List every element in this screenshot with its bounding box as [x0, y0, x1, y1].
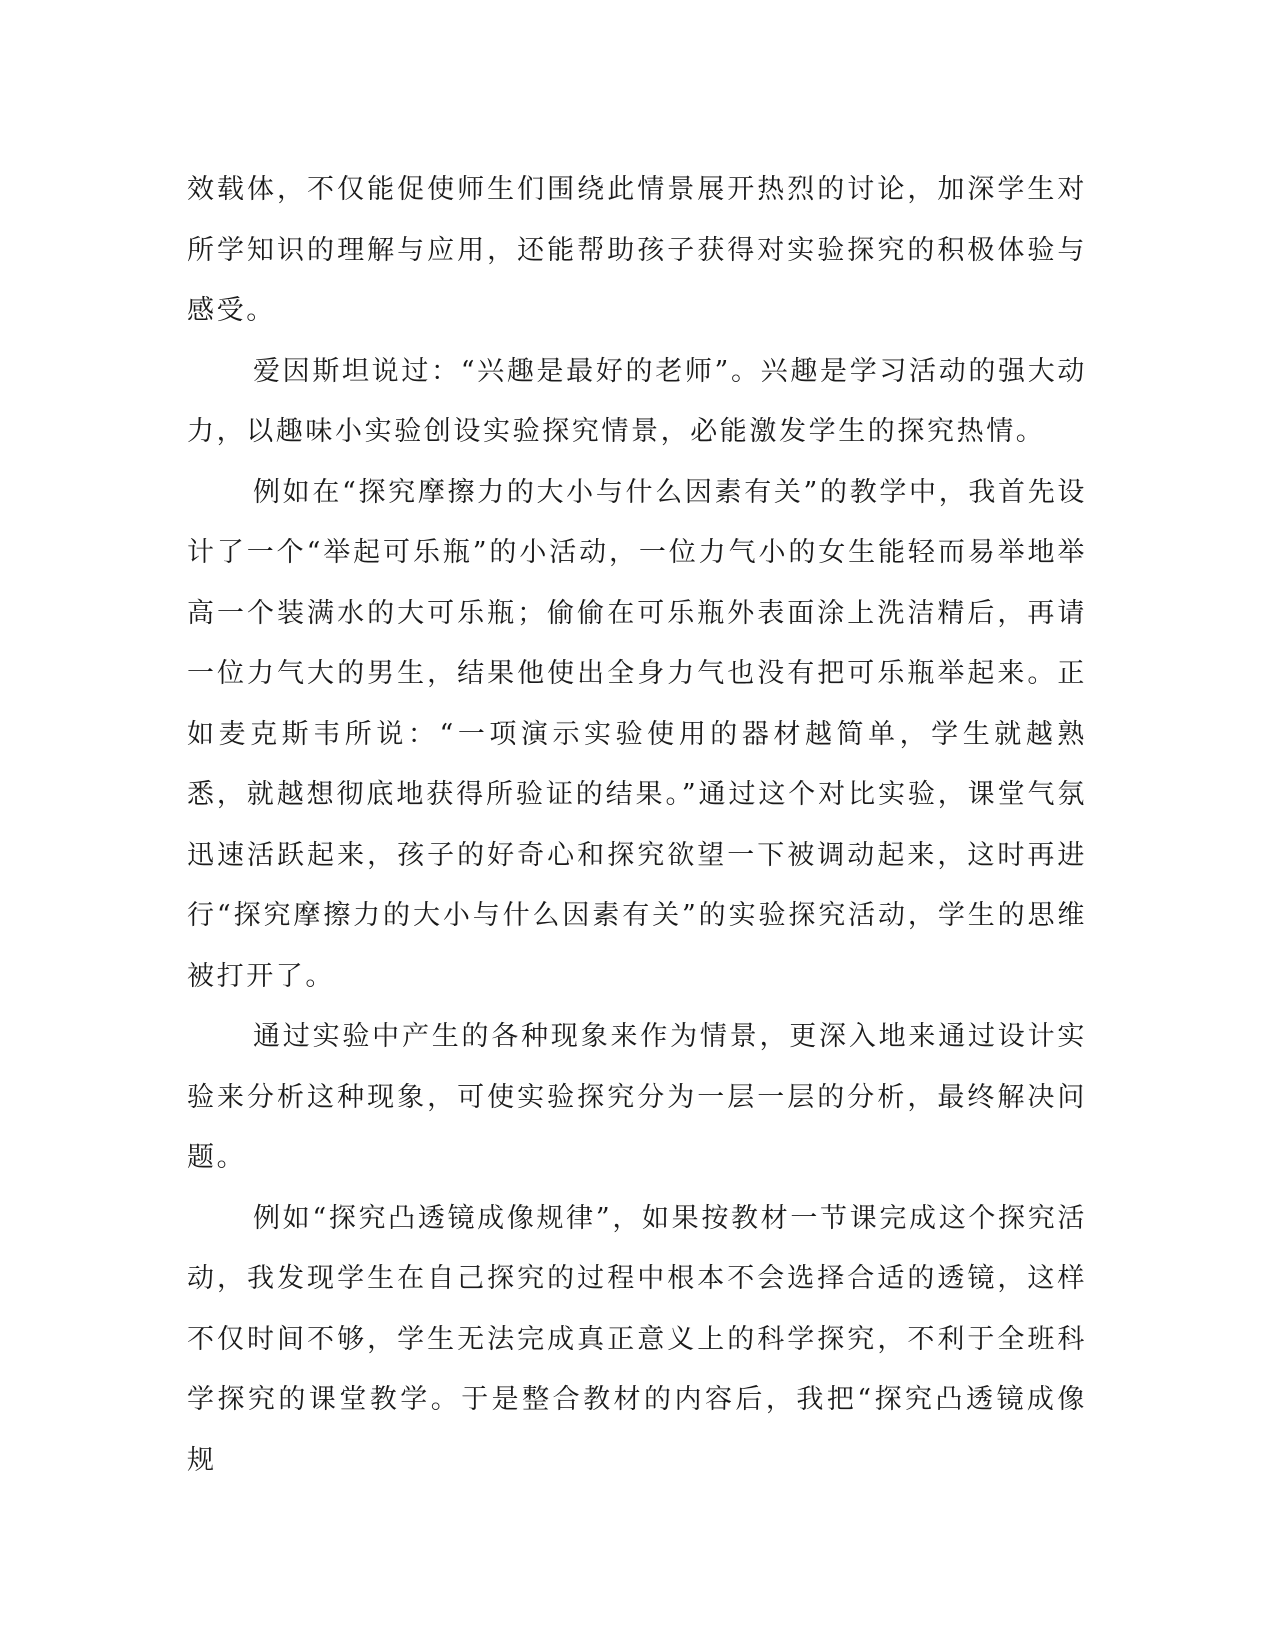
paragraph-2: 爱因斯坦说过：“兴趣是最好的老师”。兴趣是学习活动的强大动力，以趣味小实验创设实验探究情景，必能激发学生的探究热情。 [187, 355, 1087, 447]
paragraph-4: 通过实验中产生的各种现象来作为情景，更深入地来通过设计实验来分析这种现象，可使实验探究分为一层一层的分析，最终解决问题。 [187, 1021, 1087, 1173]
paragraph-5: 例如“探究凸透镜成像规律”，如果按教材一节课完成这个探究活动，我发现学生在自己探究的过程中根本不会选择合适的透镜，这样不仅时间不够，学生无法完成真正意义上的科学探究，不利于全班科学探究的课堂教学。于是整合教材的内容后，我把“探究凸透镜成像规 [187, 1202, 1087, 1476]
body-text [187, 160, 1087, 1491]
paragraph-1: 效载体，不仅能促使师生们围绕此情景展开热烈的讨论，加深学生对所学知识的理解与应用，还能帮助孩子获得对实验探究的积极体验与感受。 [187, 174, 1087, 326]
paragraph-3: 例如在“探究摩擦力的大小与什么因素有关”的教学中，我首先设计了一个“举起可乐瓶”的小活动，一位力气小的女生能轻而易举地举高一个装满水的大可乐瓶；偷偷在可乐瓶外表面涂上洗洁精后，再请一位力气大的男生，结果他使出全身力气也没有把可乐瓶举起来。正如麦克斯韦所说：“一项演示实验使用的器材越简单，学生就越熟悉，就越想彻底地获得所验证的结果。”通过这个对比实验，课堂气氛迅速活跃起来，孩子的好奇心和探究欲望一下被调动起来，这时再进行“探究摩擦力的大小与什么因素有关”的实验探究活动，学生的思维被打开了。 [187, 476, 1087, 992]
